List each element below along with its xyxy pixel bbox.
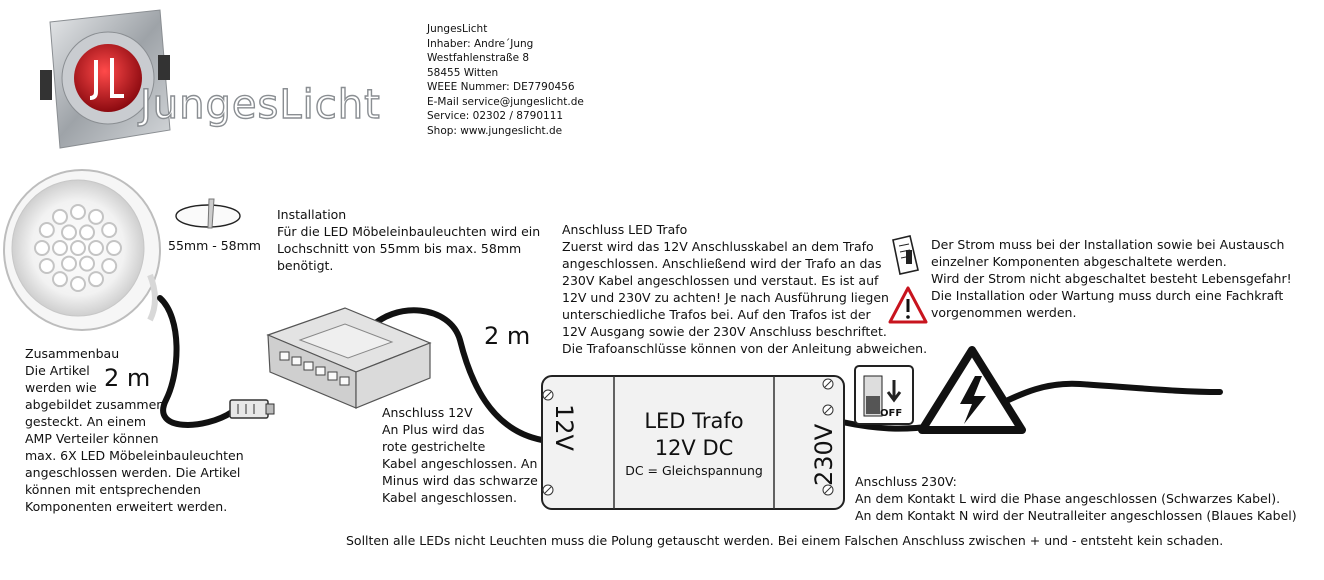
trafo-port-230v: 230V xyxy=(810,423,838,486)
led-dot xyxy=(80,257,94,271)
company-line: Inhaber: Andre´Jung xyxy=(427,37,534,50)
cable-length-left: 2 m xyxy=(104,364,151,392)
distributor-port xyxy=(328,372,337,380)
company-info xyxy=(427,22,584,138)
led-dot xyxy=(71,205,85,219)
trafo-name: LED Trafo xyxy=(644,409,744,433)
company-line: WEEE Nummer: DE7790456 xyxy=(427,81,575,93)
switch-off-label: OFF xyxy=(880,408,903,419)
led-dot xyxy=(107,241,121,255)
led-dot xyxy=(89,210,103,224)
led-downlight-image xyxy=(4,170,160,330)
company-line: E-Mail service@jungeslicht.de xyxy=(427,95,584,108)
company-line: JungesLicht xyxy=(427,23,488,35)
led-dot xyxy=(89,241,103,255)
led-dot xyxy=(40,223,54,237)
amp-distributor-image xyxy=(268,308,430,408)
cut-size-label: 55mm - 58mm xyxy=(168,238,261,253)
assembly-title: Zusammenbau xyxy=(25,346,120,361)
led-dot xyxy=(71,277,85,291)
logo-wordmark: JungesLicht xyxy=(140,82,381,128)
cable-length-middle: 2 m xyxy=(484,322,531,350)
trafo-port-12v: 12V xyxy=(550,404,578,451)
connection-12v-title: Anschluss 12V xyxy=(382,405,473,420)
assembly-text-narrow: Die Artikel werden wie abgebildet zusammen gesteckt. An einem AMP Verteiler können xyxy=(25,363,165,446)
led-dot xyxy=(53,272,67,286)
trafo-connection-section xyxy=(562,221,927,357)
connection-230v-title: Anschluss 230V: xyxy=(855,474,957,489)
led-dot xyxy=(102,223,116,237)
led-dot xyxy=(53,210,67,224)
distributor-port xyxy=(316,367,325,375)
led-dot xyxy=(53,241,67,255)
assembly-text-wide: max. 6X LED Möbeleinbauleuchten angeschlossen werden. Die Artikel können mit entsprechenden Komponenten erweitert werden. xyxy=(25,448,244,514)
led-dot xyxy=(62,225,76,239)
distributor-port xyxy=(304,362,313,370)
hole-cut-icon xyxy=(176,199,240,228)
connection-230v-text: An dem Kontakt L wird die Phase angeschlossen (Schwarzes Kabel). An dem Kontakt N wird der Neutralleiter angeschlossen (Blaues Kabel) xyxy=(855,491,1297,523)
installation-text: Für die LED Möbeleinbauleuchten wird ein Lochschnitt von 55mm bis max. 58mm benötigt. xyxy=(277,224,541,273)
led-dot xyxy=(71,241,85,255)
trafo-connection-title: Anschluss LED Trafo xyxy=(562,222,688,237)
led-dot xyxy=(40,259,54,273)
connection-12v-section xyxy=(382,404,538,506)
company-line: 58455 Witten xyxy=(427,66,499,79)
led-dot xyxy=(89,272,103,286)
footer-polarity-note: Sollten alle LEDs nicht Leuchten muss die Polung getauscht werden. Bei einem Falschen Anschluss zwischen + und - entsteht kein schaden. xyxy=(346,533,1224,548)
led-dot xyxy=(62,257,76,271)
installation-title: Installation xyxy=(277,207,347,222)
trafo-connection-text: Zuerst wird das 12V Anschlusskabel an dem Trafo angeschlossen. Anschließend wird der Trafo an das 230V Kabel angeschlossen und verstaut. Es ist auf 12V und 230V zu achten! Je nach Ausführung liegen unterschiedliche Trafos bei. Auf den Trafos ist der 12V Ausgang sowie der 230V Anschluss beschriftet. Die Trafoanschlüsse können von der Anleitung abweichen. xyxy=(562,239,928,356)
installation-section xyxy=(277,206,540,274)
trafo-note: DC = Gleichspannung xyxy=(625,463,763,478)
led-dot xyxy=(35,241,49,255)
distributor-port xyxy=(280,352,289,360)
safety-warning-text: Der Strom muss bei der Installation sowie bei Austausch einzelner Komponenten abgeschaltete werden. Wird der Strom nicht abgeschaltet besteht Lebensgefahr! Die Installation oder Wartung muss durch eine Fachkraft vorgenommen werden. xyxy=(931,237,1292,320)
led-dot xyxy=(80,225,94,239)
distributor-port xyxy=(292,357,301,365)
distributor-port xyxy=(340,377,349,385)
connection-12v-text-wide: Kabel angeschlossen. An Minus wird das schwarze Kabel angeschlossen. xyxy=(382,456,538,505)
company-line: Westfahlenstraße 8 xyxy=(427,52,530,64)
trafo-voltage: 12V DC xyxy=(654,436,734,460)
connection-12v-text-narrow: An Plus wird das rote gestrichelte xyxy=(382,422,486,454)
company-line: Shop: www.jungeslicht.de xyxy=(427,124,563,137)
company-line: Service: 02302 / 8790111 xyxy=(427,110,564,122)
connection-230v-section xyxy=(855,473,1297,524)
led-dot xyxy=(102,259,116,273)
high-voltage-warning-icon xyxy=(922,350,1022,430)
